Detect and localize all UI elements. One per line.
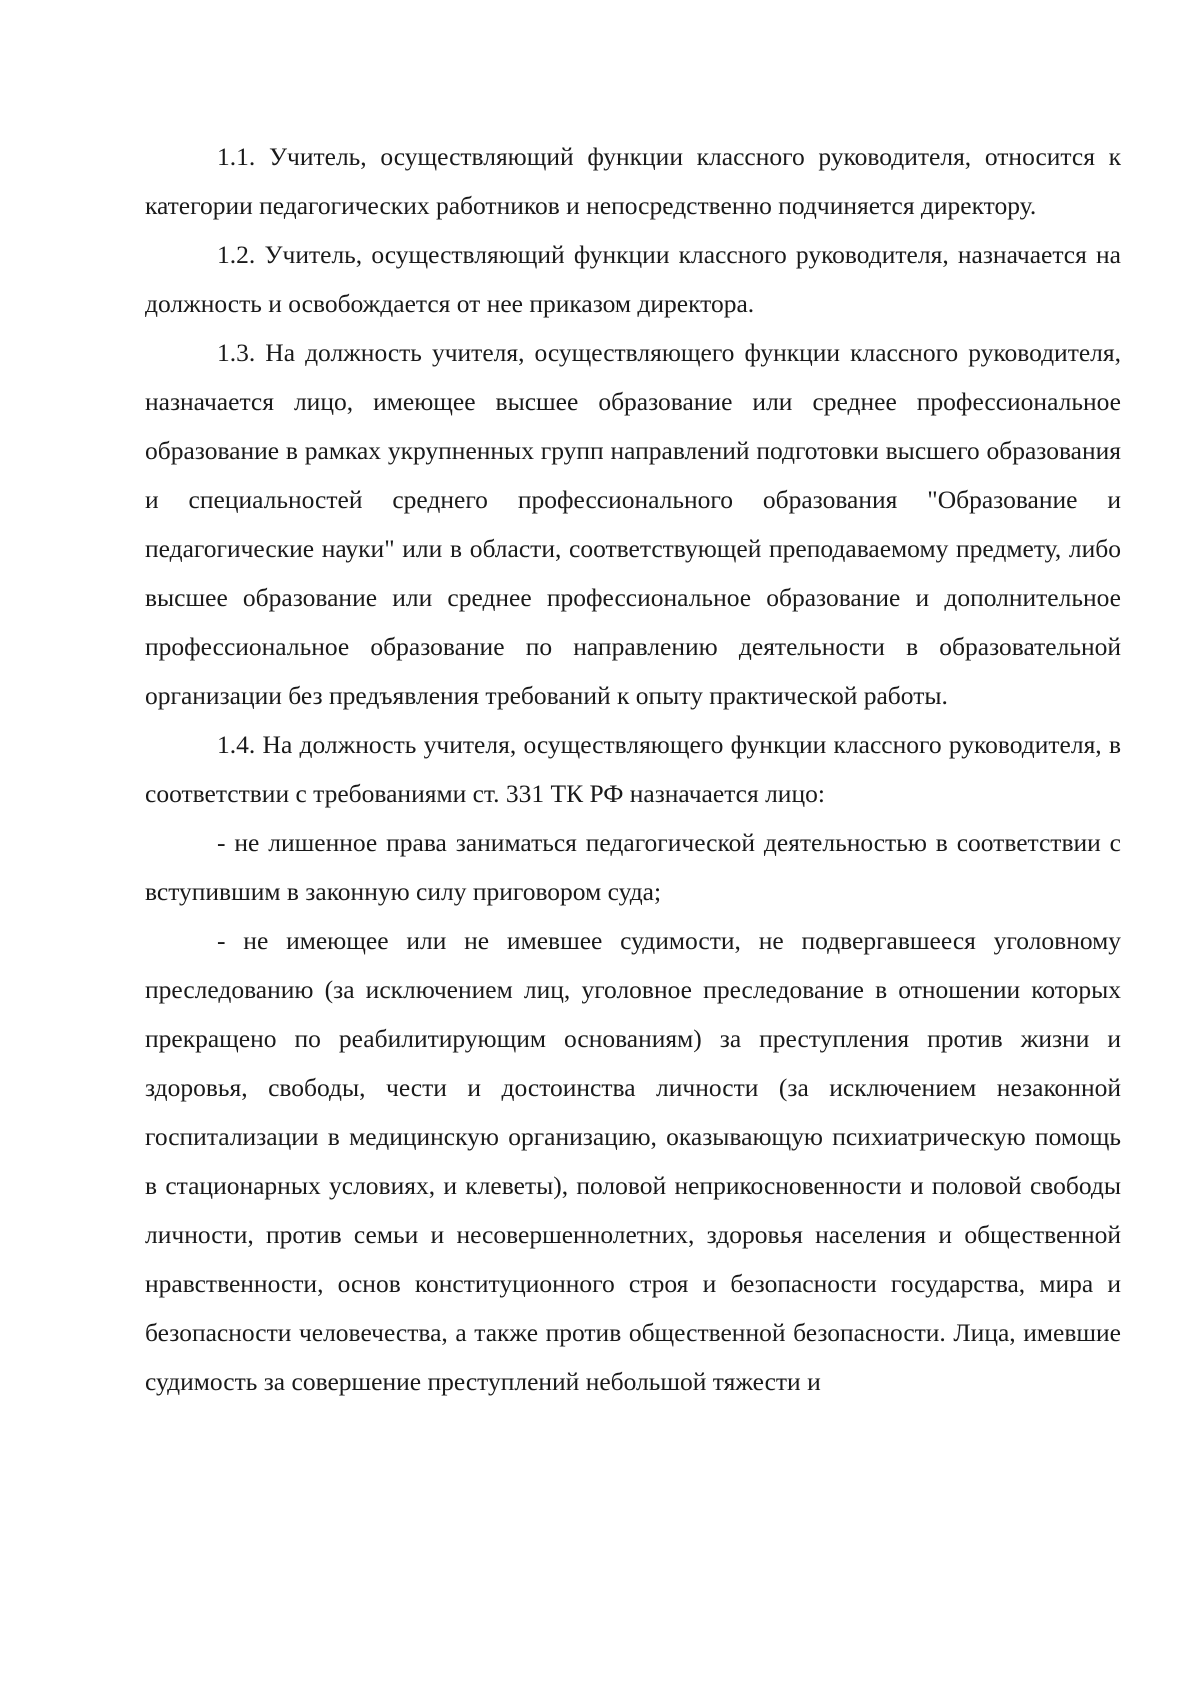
paragraph-text: Учитель, осуществляющий функции классного руководителя, относится к категории педагогических работников и непосредственно подчиняется директору.	[145, 142, 1122, 220]
paragraph-number: 1.4.	[217, 730, 256, 759]
paragraph-1-3	[145, 328, 1121, 720]
paragraph-number: 1.2.	[217, 240, 256, 269]
paragraph-text: - не имеющее или не имевшее судимости, не подвергавшееся уголовному преследованию (за исключением лиц, уголовное преследование в отношении которых прекращено по реабилитирующим основаниям) за преступления против жизни и здоровья, свободы, чести и достоинства личности (за исключением незаконной госпитализации в медицинскую организацию, оказывающую психиатрическую помощь в стационарных условиях, и клеветы), половой неприкосновенности и половой свободы личности, против семьи и несовершеннолетних, здоровья населения и общественной нравственности, основ конституционного строя и безопасности государства, мира и безопасности человечества, а также против общественной безопасности. Лица, имевшие судимость за совершение преступлений небольшой тяжести и	[145, 926, 1121, 1396]
paragraph-number: 1.3.	[217, 338, 256, 367]
paragraph-text: На должность учителя, осуществляющего функции классного руководителя, назначается лицо, имеющее высшее образование или среднее профессиональное образование в рамках укрупненных групп направлений подготовки высшего образования и специальностей среднего профессионального образования "Образование и педагогические науки" или в области, соответствующей преподаваемому предмету, либо высшее образование или среднее профессиональное образование и дополнительное профессиональное образование по направлению деятельности в образовательной организации без предъявления требований к опыту практической работы.	[145, 338, 1121, 710]
paragraph-text: На должность учителя, осуществляющего функции классного руководителя, в соответствии с требованиями ст. 331 ТК РФ назначается лицо:	[145, 730, 1121, 808]
paragraph-text: Учитель, осуществляющий функции классного руководителя, назначается на должность и освобождается от нее приказом директора.	[145, 240, 1122, 318]
paragraph-1-1	[145, 132, 1121, 230]
paragraph-1-2	[145, 230, 1121, 328]
document-body	[145, 132, 1121, 1406]
paragraph-text: - не лишенное права заниматься педагогической деятельностью в соответствии с вступившим в законную силу приговором суда;	[145, 828, 1121, 906]
paragraph-1-4	[145, 720, 1121, 818]
list-item-no-conviction	[145, 916, 1121, 1406]
paragraph-number: 1.1.	[217, 142, 256, 171]
list-item-not-deprived	[145, 818, 1121, 916]
